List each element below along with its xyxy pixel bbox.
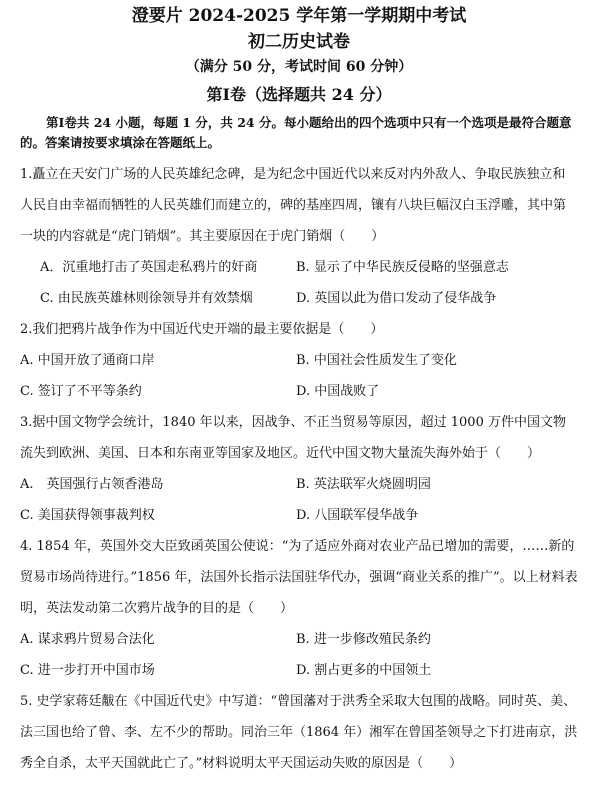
- option-c: C. 美国获得领事裁判权: [20, 508, 155, 523]
- question-4: [20, 531, 578, 686]
- question-stem: 1.矗立在天安门广场的人民英雄纪念碑，是为纪念中国近代以来反对内外敌人、争取民族独立和人民自由幸福而牺牲的人民英雄们而建立的，碑的基座四周，镶有八块巨幅汉白玉浮雕，其中第一块的内容就是“虎门销烟”。其主要原因在于虎门销烟（ ）: [20, 167, 567, 244]
- option-c: C. 由民族英雄林则徐领导并有效禁烟: [40, 291, 253, 306]
- option-d: D. 割占更多的中国领土: [296, 663, 432, 678]
- option-c: C. 进一步打开中国市场: [20, 663, 155, 678]
- option-d: D. 中国战败了: [296, 384, 380, 399]
- option-b: B. 中国社会性质发生了变化: [296, 353, 457, 368]
- option-a: A. 谋求鸦片贸易合法化: [20, 632, 155, 647]
- question-stem: 5. 史学家蒋廷黻在《中国近代史》中写道：“曾国藩对于洪秀全采取大包围的战略。同时英、美、法三国也给了曾、李、左不少的帮助。同治三年（1864 年）湘军在曾国荃领导之下打进南京，洪秀全自杀，太平天国就此亡了。”材料说明太平天国运动失败的原因是（ ）: [20, 694, 578, 771]
- option-a: A. 中国开放了通商口岸: [20, 353, 155, 368]
- option-d: D. 英国以此为借口发动了侵华战争: [296, 291, 497, 306]
- question-options: [20, 624, 578, 686]
- exam-title: 澄要片 2024-2025 学年第一学期期中考试: [131, 6, 467, 26]
- question-3: [20, 407, 578, 531]
- exam-meta: （满分 50 分，考试时间 60 分钟）: [185, 59, 413, 75]
- question-1: [20, 159, 578, 314]
- option-b: B. 显示了中华民族反侵略的坚强意志: [296, 260, 509, 275]
- section-instructions: 第Ⅰ卷共 24 小题，每题 1 分，共 24 分。每小题给出的四个选项中只有一个选项是最符合题意的。答案请按要求填涂在答题纸上。: [20, 115, 572, 150]
- question-options: [20, 252, 578, 314]
- question-stem: 3.据中国文物学会统计，1840 年以来，因战争、不正当贸易等原因，超过 1000 万件中国文物流失到欧洲、美国、日本和东南亚等国家及地区。近代中国文物大量流失海外始于（ ）: [20, 415, 566, 461]
- option-a: A. 英国强行占领香港岛: [20, 477, 164, 492]
- option-d: D. 八国联军侵华战争: [296, 508, 419, 523]
- question-stem: 4. 1854 年，英国外交大臣致函英国公使说：“为了适应外商对农业产品已增加的需要，……新的贸易市场尚待进行。”1856 年，法国外长指示法国驻华代办，强调“商业关系的推广”。以上材料表明，英法发动第二次鸦片战争的目的是（ ）: [20, 539, 578, 616]
- exam-subtitle: 初二历史试卷: [248, 32, 350, 52]
- option-c: C. 签订了不平等条约: [20, 384, 142, 399]
- question-options: [20, 469, 578, 531]
- question-stem: 2.我们把鸦片战争作为中国近代史开端的最主要依据是（ ）: [20, 322, 384, 337]
- option-a: A．沉重地打击了英国走私鸦片的奸商: [40, 260, 258, 275]
- question-5: [20, 686, 578, 779]
- question-options: [20, 345, 578, 407]
- option-b: B. 进一步修改殖民条约: [296, 632, 431, 647]
- section-heading: 第Ⅰ卷（选择题共 24 分）: [206, 85, 392, 104]
- option-b: B. 英法联军火烧圆明园: [296, 477, 431, 492]
- question-2: [20, 314, 578, 407]
